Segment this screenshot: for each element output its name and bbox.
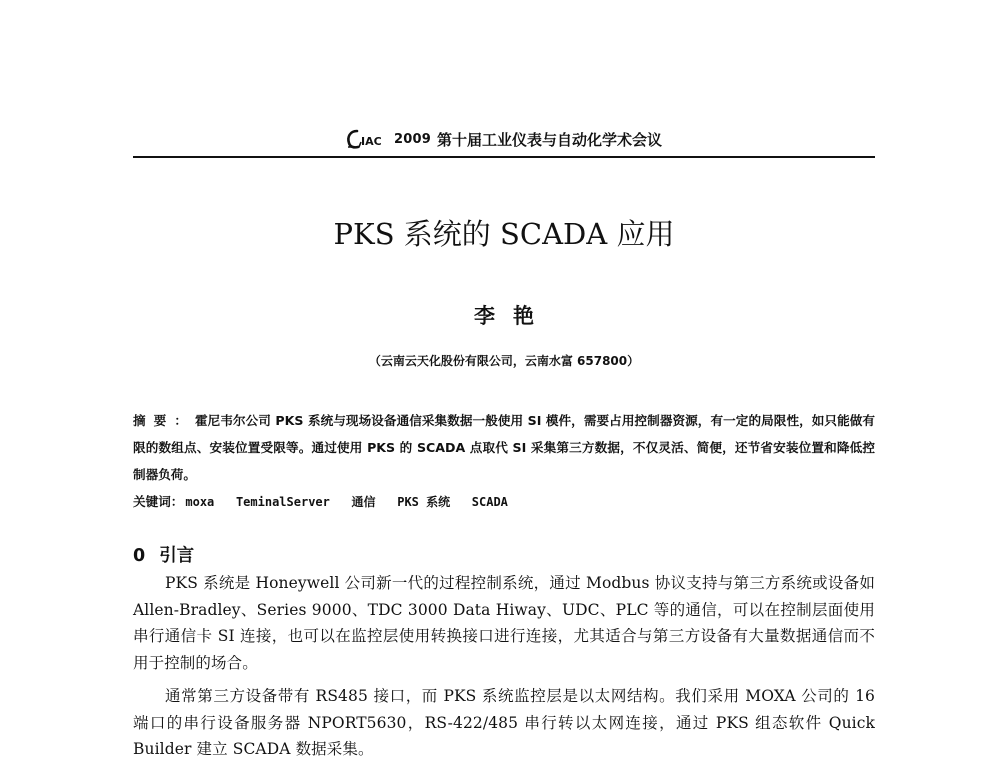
body-paragraph: PKS 系统是 Honeywell 公司新一代的过程控制系统，通过 Modbus 协议支持与第三方系统或设备如 Allen-Bradley、Series 9000、TDC 3000 Data Hiway、UDC、PLC 等的通信，可以在控制层面使用串行通信卡 SI 连接，也可以在监控层使用转换接口进行连接，尤其适合与第三方设备有大量数据通信而不用于控制的场合。 (133, 574, 875, 672)
keywords-label: 关键词： (133, 494, 184, 509)
abstract-label: 摘要： (133, 413, 195, 428)
section-number: 0 (133, 546, 146, 566)
running-header (133, 128, 875, 154)
ciac-logo-icon (346, 128, 390, 150)
author-affiliation: （云南云天化股份有限公司，云南水富 657800） (368, 354, 640, 368)
keywords-list: moxa TeminalServer 通信 PKS 系统 SCADA (185, 495, 508, 509)
section-heading (133, 543, 875, 569)
paper-author: 李艳 (474, 303, 552, 328)
abstract (133, 407, 875, 488)
paper-title: PKS 系统的 SCADA 应用 (333, 217, 675, 251)
conference-year: 2009 (394, 131, 431, 147)
conference-name: 第十届工业仪表与自动化学术会议 (436, 130, 662, 149)
conference-logo (346, 128, 390, 150)
svg-text:IAC: IAC (361, 135, 382, 148)
section-title: 引言 (159, 546, 195, 566)
keywords (133, 491, 875, 513)
body-paragraph: 通常第三方设备带有 RS485 接口，而 PKS 系统监控层是以太网结构。我们采用 MOXA 公司的 16 端口的串行设备服务器 NPORT5630，RS-422/485 串行转以太网连接，通过 PKS 组态软件 Quick Builder 建立 SCADA 数据采集。 (133, 687, 875, 758)
abstract-text: 霍尼韦尔公司 PKS 系统与现场设备通信采集数据一般使用 SI 模件，需要占用控制器资源，有一定的局限性，如只能做有限的数组点、安装位置受限等。通过使用 PKS 的 SCADA 点取代 SI 采集第三方数据，不仅灵活、简便，还节省安装位置和降低控制器负荷。 (133, 413, 876, 482)
header-rule (133, 156, 875, 158)
